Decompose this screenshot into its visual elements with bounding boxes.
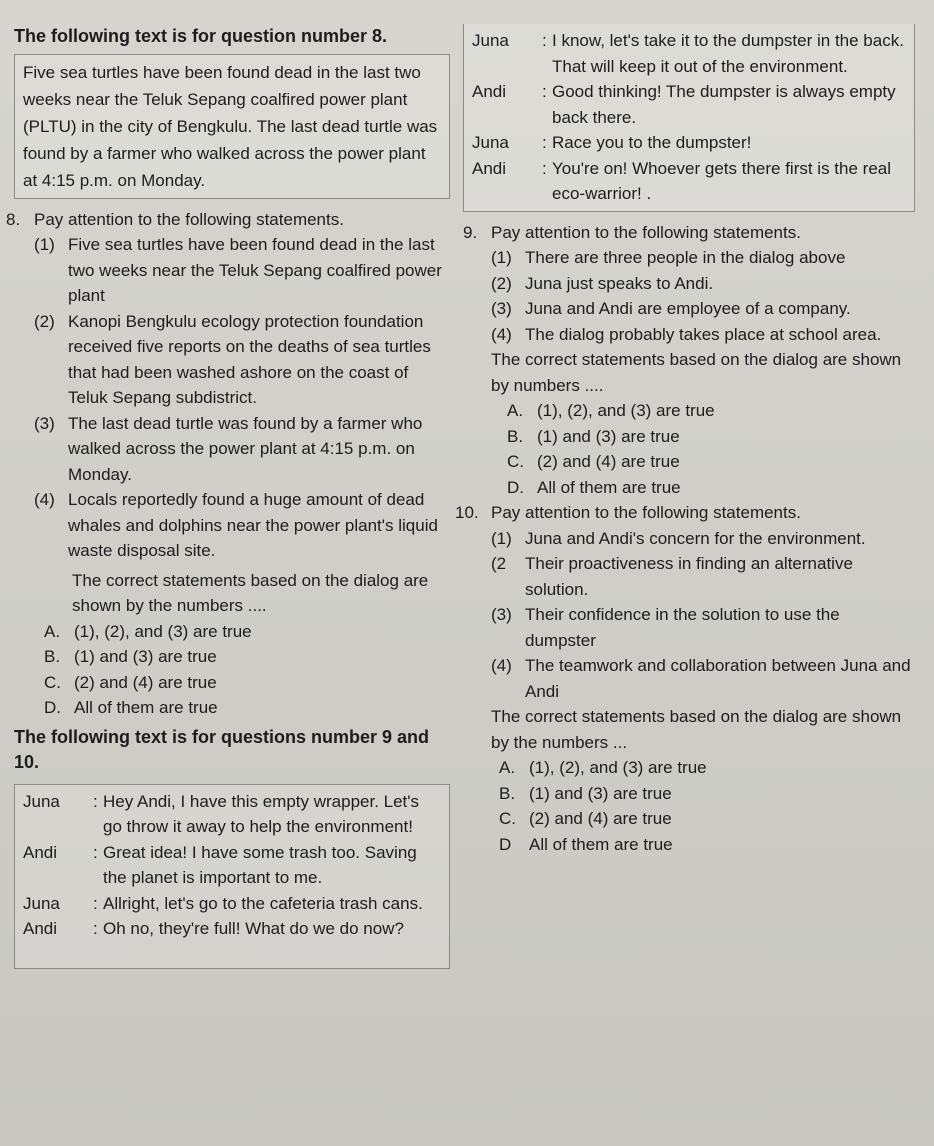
option-text: (2) and (4) are true [74,672,217,692]
q10-statement-text: Their confidence in the solution to use the dumpster [525,605,840,650]
dialog-box-part-1 [14,784,450,969]
dialog-line [23,891,441,917]
passage-box-8 [14,54,450,199]
q9-statement-number: (3) [491,299,512,318]
q9-option-d[interactable] [463,475,915,501]
q10-option-c[interactable] [463,806,915,832]
q8-statement [34,411,450,488]
passage-8-text: Five sea turtles have been found dead in the last two weeks near the Teluk Sepang coalfired power plant (PLTU) in the city of Bengkulu. The last dead turtle was found by a farmer who walked across the power plant at 4:15 p.m. on Monday. [23,62,438,190]
question-10-body [491,500,915,755]
q8-statement-text: Kanopi Bengkulu ecology protection foundation received five reports on the deaths of sea turtles that had been washed ashore on the coast of Teluk Sepang subdistrict. [68,311,431,407]
q8-statement [34,232,450,309]
question-9-prompt: Pay attention to the following statements. [491,222,801,242]
q10-statement-number: (1) [491,528,512,548]
q8-statement-text: The last dead turtle was found by a farmer who walked across the power plant at 4:15 p.m. on Monday. [68,413,423,484]
dialog-line [472,79,906,130]
q9-option-c[interactable] [463,449,915,475]
option-text: (1) and (3) are true [529,783,672,803]
option-text: (1) and (3) are true [537,426,680,446]
q10-statement [491,653,915,704]
option-text: (1), (2), and (3) are true [529,758,707,777]
q10-statement-text: Juna and Andi's concern for the environment. [525,528,866,548]
q9-statement [491,296,915,322]
q9-option-a[interactable] [463,398,915,424]
question-8-stem: The correct statements based on the dialog are shown by the numbers .... [72,570,429,615]
dialog-speaker: Andi [472,158,507,178]
question-10-number: 10. [455,503,479,522]
q8-option-d[interactable] [14,695,450,721]
q10-option-b[interactable] [463,781,915,807]
q8-option-a[interactable] [14,619,450,645]
dialog-line [23,840,441,891]
dialog-speaker: Juna [23,893,60,913]
dialog-speaker: Andi [23,919,58,938]
q9-statement-text: The dialog probably takes place at school area. [525,324,882,344]
q9-statement [491,322,915,348]
option-letter: C. [499,809,516,828]
q10-option-d[interactable] [463,832,915,858]
q9-option-b[interactable] [463,424,915,450]
dialog-text: I know, let's take it to the dumpster in the back. That will keep it out of the environment. [552,31,904,76]
intro-question-8: The following text is for question number 8. [14,26,388,46]
q9-statement-number: (2) [491,273,512,293]
q8-statement-number: (2) [34,311,55,331]
question-8-prompt: Pay attention to the following statements. [34,209,344,229]
q8-statement [34,487,450,564]
option-letter: A. [507,401,524,420]
dialog-colon: : [542,158,547,178]
question-9 [463,220,915,399]
q9-statement-text: Juna and Andi are employee of a company. [525,299,851,318]
option-text: All of them are true [537,477,681,497]
q8-option-c[interactable] [14,670,450,696]
q10-statement [491,526,915,552]
dialog-colon: : [542,82,547,101]
dialog-speaker: Juna [472,133,509,152]
q8-statement-text: Five sea turtles have been found dead in the last two weeks near the Teluk Sepang coalfired power plant [68,235,442,305]
question-8-number: 8. [6,209,21,229]
question-8 [6,207,450,564]
option-letter: A. [44,621,61,641]
dialog-line [23,916,441,942]
dialog-colon: : [542,133,547,152]
question-9-number: 9. [463,222,478,242]
dialog-box-part-2 [463,24,915,212]
dialog-speaker: Juna [472,31,509,50]
dialog-text: Race you to the dumpster! [552,133,752,152]
q9-statement [491,271,915,297]
option-text: (2) and (4) are true [529,809,672,828]
dialog-colon: : [93,893,98,913]
q10-statement-number: (2 [491,554,507,573]
q9-statement-number: (4) [491,324,512,344]
dialog-speaker: Juna [23,791,60,811]
q8-statement-text: Locals reportedly found a huge amount of dead whales and dolphins near the power plant's liquid waste disposal site. [68,490,438,560]
q9-statement-text: Juna just speaks to Andi. [525,273,714,293]
q10-statement [491,551,915,602]
right-column [455,24,915,857]
dialog-text: Great idea! I have some trash too. Saving the planet is important to me. [103,842,417,887]
left-column [6,24,450,969]
option-letter: B. [507,426,524,446]
q8-statement-number: (4) [34,490,55,509]
dialog-speaker: Andi [472,82,507,101]
question-9-body [491,220,915,399]
q9-statement-number: (1) [491,248,512,267]
option-letter: D [499,834,512,854]
dialog-speaker: Andi [23,842,58,862]
intro-questions-9-10: The following text is for questions number 9 and 10. [14,726,430,772]
dialog-text: Hey Andi, I have this empty wrapper. Let's go throw it away to help the environment! [103,791,420,836]
option-text: (1) and (3) are true [74,647,217,666]
dialog-line [472,28,906,79]
question-10-stem: The correct statements based on the dialog are shown by the numbers ... [491,707,902,752]
option-text: All of them are true [529,834,673,854]
q8-option-b[interactable] [14,644,450,670]
q10-statement [491,602,915,653]
option-text: (1), (2), and (3) are true [74,621,252,641]
option-letter: D. [44,698,61,717]
dialog-text: Oh no, they're full! What do we do now? [103,919,404,938]
q10-option-a[interactable] [463,755,915,781]
question-10-prompt: Pay attention to the following statements. [491,503,801,522]
question-8-body [34,207,450,564]
option-text: All of them are true [74,698,218,717]
dialog-colon: : [93,791,98,811]
option-letter: B. [44,647,61,666]
dialog-colon: : [93,842,98,862]
dialog-line [472,130,906,156]
dialog-line [472,156,906,207]
option-text: (2) and (4) are true [537,452,680,471]
q10-statement-text: Their proactiveness in finding an alternative solution. [525,554,853,599]
q8-statement-number: (1) [34,235,55,254]
option-letter: D. [507,477,524,497]
q10-statement-text: The teamwork and collaboration between Juna and Andi [525,656,911,701]
q9-statement-text: There are three people in the dialog above [525,248,846,267]
dialog-colon: : [93,919,98,938]
question-10 [455,500,915,755]
q8-statement-number: (3) [34,413,55,433]
option-letter: A. [499,758,516,777]
question-9-stem: The correct statements based on the dialog are shown by numbers .... [491,350,902,395]
option-text: (1), (2), and (3) are true [537,401,715,420]
dialog-colon: : [542,31,547,50]
q10-statement-number: (4) [491,656,512,675]
dialog-line [23,789,441,840]
dialog-text: Allright, let's go to the cafeteria trash cans. [103,893,423,913]
q8-statement [34,309,450,411]
dialog-text: You're on! Whoever gets there first is the real eco-warrior! . [552,158,892,203]
option-letter: C. [44,672,61,692]
option-letter: B. [499,783,516,803]
q9-statement [491,245,915,271]
dialog-text: Good thinking! The dumpster is always empty back there. [552,82,896,127]
option-letter: C. [507,452,524,471]
q10-statement-number: (3) [491,605,512,624]
